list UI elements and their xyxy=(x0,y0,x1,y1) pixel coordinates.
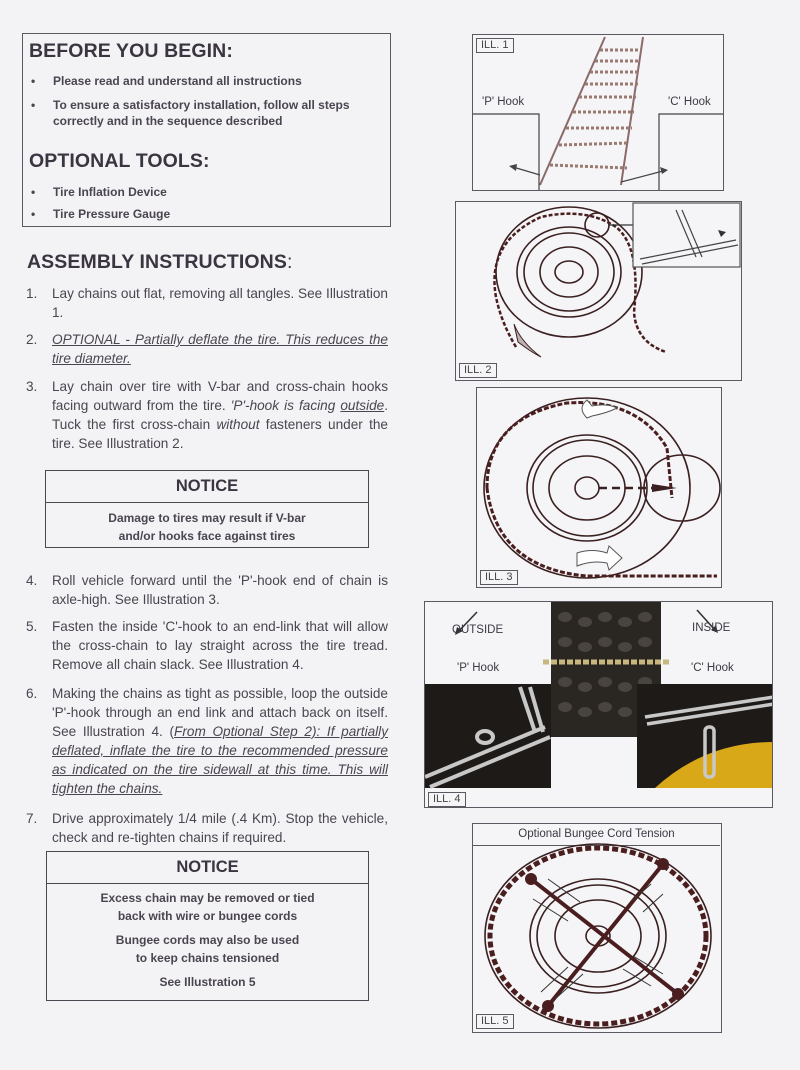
p-hook-label: 'P' Hook xyxy=(457,662,500,674)
step-2: 2. OPTIONAL - Partially deflate the tire. This reduces the tire diameter. xyxy=(26,332,388,366)
step-4: 4. Roll vehicle forward until the 'P'-hook end of chain is axle-high. See Illustration 3. xyxy=(26,573,388,607)
inside-label: INSIDE xyxy=(692,622,731,634)
bullet-icon: • xyxy=(31,98,36,112)
assembly-heading: ASSEMBLY INSTRUCTIONS: xyxy=(27,251,293,273)
chain-ladder-drawing xyxy=(473,35,724,191)
step-3: 3. Lay chain over tire with V-bar and cross-chain hooks facing outward from the tire. 'P'-hook is facing outside. Tuck the first cross-chain without fasteners under the tire. See Illustration 2. xyxy=(26,379,388,451)
illustration-3-roll-forward xyxy=(476,387,722,588)
bullet-icon: • xyxy=(31,185,36,199)
bullet-item: • To ensure a satisfactory installation, follow all steps xyxy=(31,98,350,112)
before-you-begin-heading: BEFORE YOU BEGIN: xyxy=(29,40,233,62)
tire-roll-drawing xyxy=(477,388,722,588)
step-6: 6. Making the chains as tight as possible, loop the outside 'P'-hook through an end link and attach back on itself. See Illustration 4. (From Optional Step 2): If partially deflated, inflate the tire to the recommended pressure as indicated on the tire sidewall at this time. This will tighten the chains. xyxy=(26,686,389,796)
bullet-item-continued: correctly and in the sequence described xyxy=(53,114,283,128)
notice-box-excess-chain xyxy=(46,851,369,1001)
bungee-tension-drawing xyxy=(473,824,722,1033)
illustration-1-chain-layout xyxy=(472,34,724,191)
c-hook-label: 'C' Hook xyxy=(668,96,711,108)
step-5: 5. Fasten the inside 'C'-hook to an end-link that will allow the cross-chain to lay straight across the tire tread. Remove all chain slack. See Illustration 4. xyxy=(26,619,388,672)
illustration-title: Optional Bungee Cord Tension xyxy=(473,824,720,846)
notice-body: Excess chain may be removed or tied back with wire or bungee cords Bungee cords may also be used to keep chains tensioned See Illustration 5 xyxy=(100,891,315,989)
step-1: 1. Lay chains out flat, removing all tangles. See Illustration 1. xyxy=(26,286,388,320)
notice-title: NOTICE xyxy=(46,471,368,503)
illustration-4-hook-fastening xyxy=(424,601,773,808)
outside-label: OUTSIDE xyxy=(452,624,504,636)
illustration-tag: ILL. 2 xyxy=(459,363,497,378)
before-you-begin-box xyxy=(22,33,391,227)
illustration-tag: ILL. 3 xyxy=(480,570,518,585)
bullet-item: • Tire Inflation Device xyxy=(31,185,167,199)
illustration-5-bungee-tension xyxy=(472,823,722,1033)
illustration-2-chain-over-tire xyxy=(455,201,742,381)
p-hook-label: 'P' Hook xyxy=(482,96,525,108)
illustration-tag: ILL. 4 xyxy=(428,792,466,807)
optional-tools-heading: OPTIONAL TOOLS: xyxy=(29,150,210,172)
tire-chain-drawing xyxy=(456,202,742,381)
bullet-icon: • xyxy=(31,207,36,221)
bullet-item: • Please read and understand all instructions xyxy=(31,74,302,88)
illustration-tag: ILL. 5 xyxy=(476,1014,514,1029)
notice-box-tire-damage xyxy=(45,470,369,548)
notice-title: NOTICE xyxy=(47,852,368,884)
step-7: 7. Drive approximately 1/4 mile (.4 Km). Stop the vehicle, check and re-tighten chains if required. xyxy=(26,811,388,845)
c-hook-label: 'C' Hook xyxy=(691,662,734,674)
illustration-tag: ILL. 1 xyxy=(476,38,514,53)
bullet-icon: • xyxy=(31,74,36,88)
bullet-item: • Tire Pressure Gauge xyxy=(31,207,171,221)
notice-body: Damage to tires may result if V-bar and/or hooks face against tires xyxy=(108,511,306,543)
